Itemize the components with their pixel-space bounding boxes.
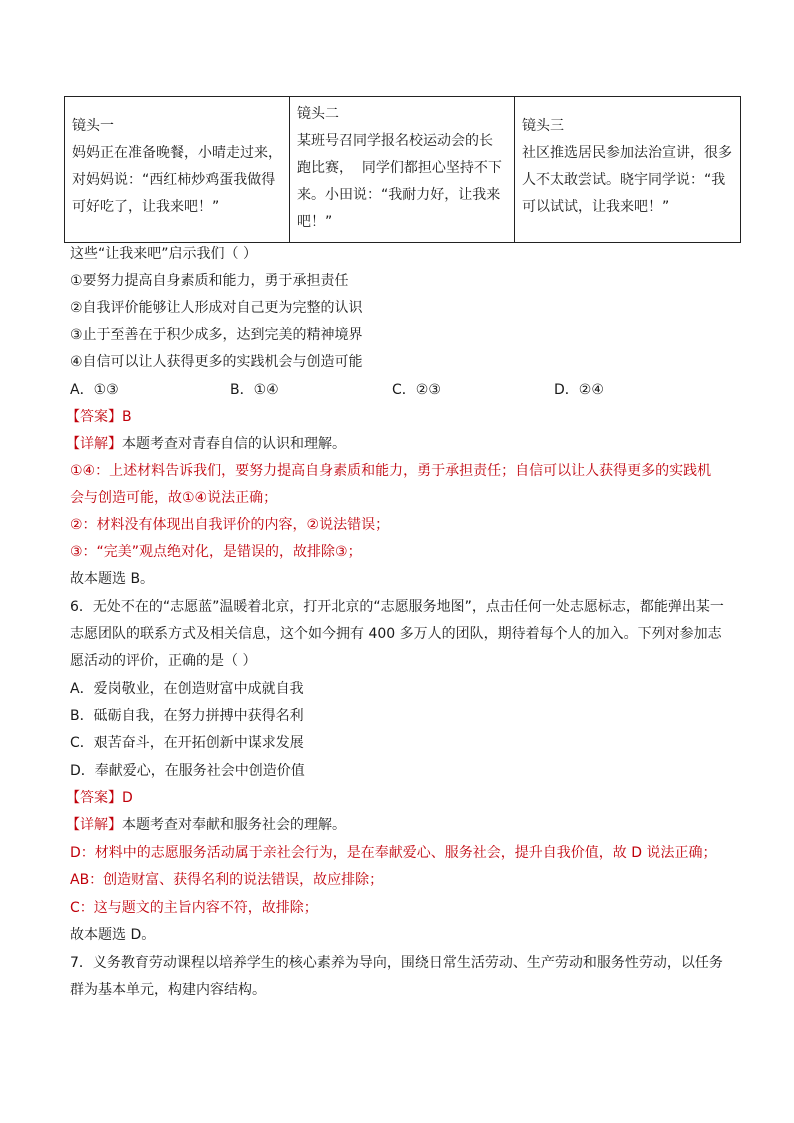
scene-line: 人不太敢尝试。晓宇同学说：“我	[522, 172, 726, 188]
q5-option-a: A．①③	[70, 382, 119, 398]
q5-answer: 【答案】B	[66, 409, 132, 425]
q6-answer: 【答案】D	[66, 790, 133, 806]
q5-option-c: C．②③	[392, 382, 441, 398]
q5-detail-line: ③：“完美”观点绝对化，是错误的，故排除③；	[70, 544, 362, 560]
scene-cell-3	[515, 97, 741, 243]
q6-option-a: A．爱岗敬业，在创造财富中成就自我	[70, 681, 304, 697]
q5-option-b: B．①④	[230, 382, 279, 398]
q6-option-b: B．砥砺自我，在努力拼搏中获得名利	[70, 708, 304, 724]
q6-option-d: D．奉献爱心，在服务社会中创造价值	[70, 763, 305, 779]
scene-cell-1	[65, 97, 290, 243]
scenes-table	[64, 96, 741, 243]
scene-line: 某班号召同学报名校运动会的长	[297, 133, 493, 149]
scene-line: 来。小田说：“我耐力好，让我来	[297, 187, 501, 203]
q6-detail-line: AB：创造财富、获得名利的说法错误，故应排除；	[70, 872, 384, 888]
scene-line: 对妈妈说：“西红柿炒鸡蛋我做得	[72, 172, 276, 188]
q5-options	[70, 380, 740, 400]
scene-line: 跑比赛， 同学们都担心坚持不下	[297, 160, 502, 176]
scene-cell-2	[290, 97, 515, 243]
scene-line: 吧！”	[297, 214, 333, 230]
detail-tag: 【详解】	[66, 436, 122, 452]
q6-detail-line: C：这与题文的主旨内容不符，故排除；	[70, 900, 318, 916]
q5-stem: 这些“让我来吧”启示我们（ ）	[70, 246, 257, 262]
detail-head-text: 本题考查对奉献和服务社会的理解。	[122, 817, 346, 833]
q5-statement: ①要努力提高自身素质和能力，勇于承担责任	[70, 273, 349, 289]
scene-title: 镜头三	[522, 118, 564, 134]
scene-line: 妈妈正在准备晚餐，小晴走过来，	[72, 145, 282, 161]
scene-line: 可以试试，让我来吧！”	[522, 199, 670, 215]
scene-title: 镜头一	[72, 118, 114, 134]
scene-title: 镜头二	[297, 106, 339, 122]
q5-statement: ④自信可以让人获得更多的实践机会与创造可能	[70, 354, 363, 370]
q5-statement: ②自我评价能够让人形成对自己更为完整的认识	[70, 300, 363, 316]
scene-line: 社区推选居民参加法治宣讲，很多	[522, 145, 732, 161]
q5-option-d: D．②④	[554, 382, 604, 398]
q5-detail-line: ②：材料没有体现出自我评价的内容，②说法错误；	[70, 517, 390, 533]
q5-statement: ③止于至善在于积少成多，达到完美的精神境界	[70, 327, 363, 343]
q6-stem-line: 志愿团队的联系方式及相关信息，这个如今拥有 400 多万人的团队，期待着每个人的加入。下列对参加志	[70, 626, 722, 642]
q6-stem-line: 愿活动的评价，正确的是（ ）	[70, 653, 257, 669]
scene-line: 可好吃了，让我来吧！”	[72, 199, 220, 215]
q6-detail-head	[66, 815, 736, 835]
q6-option-c: C．艰苦奋斗，在开拓创新中谋求发展	[70, 735, 304, 751]
q5-detail-line: ①④：上述材料告诉我们，要努力提高自身素质和能力，勇于承担责任；自信可以让人获得更多的实践机	[70, 463, 712, 479]
q5-detail-line: 会与创造可能，故①④说法正确；	[70, 490, 278, 506]
detail-head-text: 本题考查对青春自信的认识和理解。	[122, 436, 346, 452]
q5-detail-head	[66, 434, 736, 454]
q6-conclusion: 故本题选 D。	[70, 927, 156, 943]
q5-conclusion: 故本题选 B。	[70, 571, 155, 587]
q6-detail-line: D：材料中的志愿服务活动属于亲社会行为，是在奉献爱心、服务社会，提升自我价值，故 D 说法正确；	[70, 845, 717, 861]
detail-tag: 【详解】	[66, 817, 122, 833]
q7-stem-line: 7．义务教育劳动课程以培养学生的核心素养为导向，围绕日常生活劳动、生产劳动和服务性劳动，以任务	[70, 955, 723, 971]
q7-stem-line: 群为基本单元，构建内容结构。	[70, 982, 266, 998]
q6-stem-line: 6．无处不在的“志愿蓝”温暖着北京，打开北京的“志愿服务地图”，点击任何一处志愿标志，都能弹出某一	[70, 599, 724, 615]
